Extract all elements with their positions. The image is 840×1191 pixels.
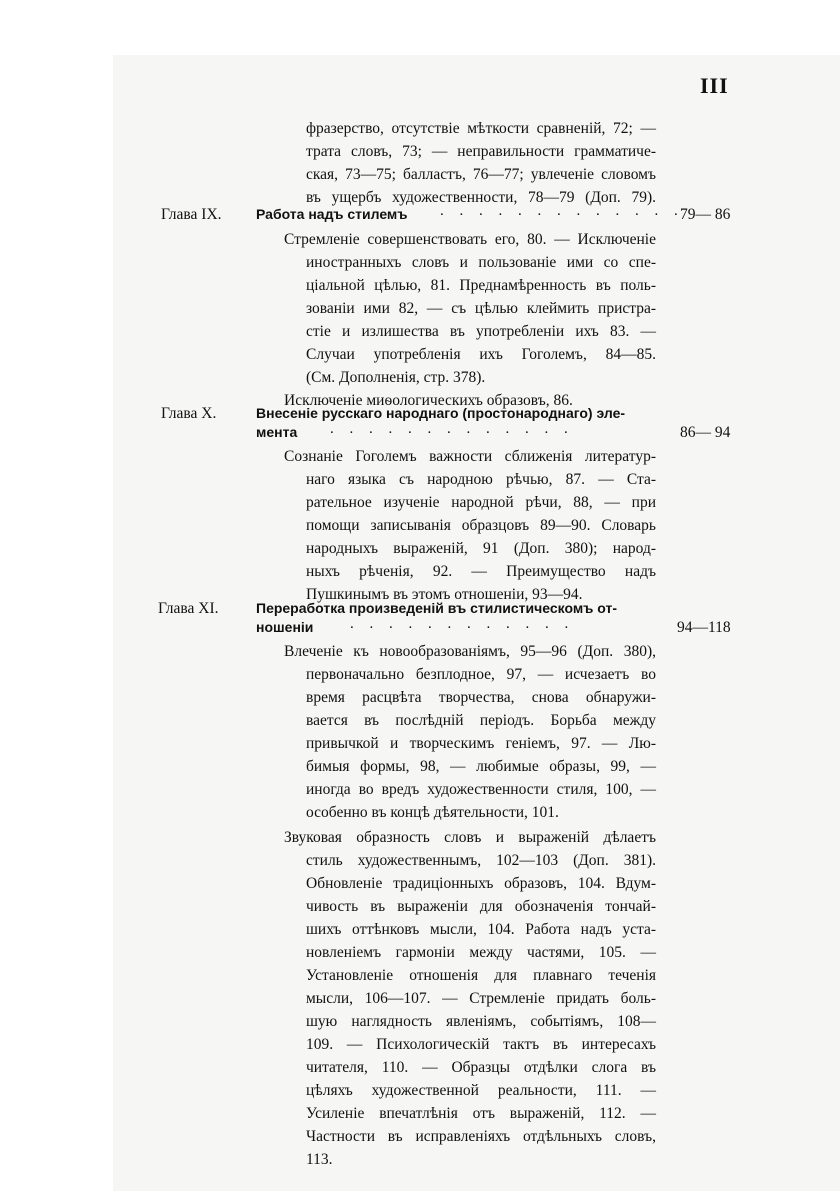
leader-dots: . . . . . . . . . . . . . [330,421,574,437]
text-line: цѣляхъ художественной реальности, 111. — [306,1082,656,1099]
text-line: особенно въ концѣ дѣятельности, 101. [306,804,559,821]
text-line: стіе и излишества въ употребленіи ихъ 83. — [306,323,656,340]
leader-dots: . . . . . . . . . . . . . [440,203,684,219]
text-line: чивость въ выраженіи для обозначенія тончай- [306,898,656,915]
text-line: народныхъ выраженій, 91 (Доп. 380); народ- [306,540,656,557]
text-line: наго языка съ народною рѣчью, 87. — Ста- [306,471,656,488]
text-line: Обновленіе традиціонныхъ образовъ, 104. Вдум- [306,875,656,892]
chapter-10-pages: 86— 94 [680,424,731,441]
text-line: ныхъ рѣченія, 92. — Преимущество надъ [306,563,656,580]
text-line: Стремленіе совершенствовать его, 80. — Исключеніе [284,231,656,248]
text-line: привычкой и творческимъ геніемъ, 97. — Лю- [306,735,656,752]
text-line: иногда во вредъ художественности стиля, 100, — [306,781,656,798]
chapter-11-label: Глава XI. [158,600,219,617]
text-line: въ ущербъ художественности, 78—79 (Доп. 79). [306,189,656,206]
text-line: зованіи ими 82, — съ цѣлью клеймить пристра- [306,300,656,317]
text-line: Усиленіе впечатлѣнія отъ выраженій, 112. — [306,1105,656,1122]
chapter-11-pages: 94—118 [677,619,731,636]
chapter-10-title-cont: мента [256,424,298,440]
chapter-10-title: Внесеніе русскаго народнаго (простонароднаго) эле- [256,405,626,421]
text-line: вается въ послѣдній періодъ. Борьба между [306,712,656,729]
text-line: стиль художественнымъ, 102—103 (Доп. 381). [306,852,656,869]
leader-dots: . . . . . . . . . . . . [350,616,575,632]
text-line: ціальной цѣлью, 81. Преднамѣренность въ поль- [306,277,656,294]
text-line: (См. Дополненія, стр. 378). [306,369,486,386]
chapter-11-title: Переработка произведеній въ стилистическомъ от- [256,600,617,616]
text-line: Частности въ исправленіяхъ отдѣльныхъ словъ, [306,1128,656,1145]
text-line: Сознаніе Гоголемъ важности сближенія литератур- [284,448,656,465]
text-line: фразерство, отсутствіе мѣткости сравненій, 72; — [306,120,656,137]
text-line: Влеченіе къ новообразованіямъ, 95—96 (Доп. 380), [284,643,656,660]
page-number: III [700,73,729,98]
text-line: шую наглядность явленіямъ, событіямъ, 108— [306,1013,656,1030]
text-line: бимыя формы, 98, — любимые образы, 99, — [306,758,656,775]
chapter-9-pages: 79— 86 [680,206,731,223]
text-line: первоначально безплодное, 97, — исчезаетъ во [306,666,656,683]
text-line: время расцвѣта творчества, снова обнаружи- [306,689,656,706]
text-line: трата словъ, 73; — неправильности грамматиче- [306,143,656,160]
text-line: шихъ оттѣнковъ мысли, 104. Работа надъ уста- [306,921,656,938]
text-line: Установленіе отношенія для плавнаго теченія [306,967,656,984]
text-line: 109. — Психологическій тактъ въ интересахъ [306,1036,656,1053]
text-line: рательное изученіе народной рѣчи, 88, — при [306,494,656,511]
text-line: Звуковая образность словъ и выраженій дѣлаетъ [284,829,656,846]
text-line: 113. [306,1151,333,1168]
text-line: Исключеніе миѳологическихъ образовъ, 86. [284,392,573,409]
text-line: Случаи употребленія ихъ Гоголемъ, 84—85. [306,346,656,363]
chapter-10-label: Глава X. [161,405,217,422]
chapter-9-label: Глава IX. [161,206,222,223]
text-line: иностранныхъ словъ и пользованіе ими со спе- [306,254,656,271]
text-line: помощи записыванія образцовъ 89—90. Словарь [306,517,656,534]
chapter-9-title: Работа надъ стилемъ [256,206,408,222]
text-line: мысли, 106—107. — Стремленіе придать боль- [306,990,656,1007]
text-line: Пушкинымъ въ этомъ отношеніи, 93—94. [306,586,583,603]
text-line: новленіемъ гармоніи между частями, 105. — [306,944,656,961]
text-line: читателя, 110. — Образцы отдѣлки слога въ [306,1059,656,1076]
chapter-11-title-cont: ношеніи [256,619,314,635]
text-line: ская, 73—75; балластъ, 76—77; увлеченіе словомъ [306,166,656,183]
